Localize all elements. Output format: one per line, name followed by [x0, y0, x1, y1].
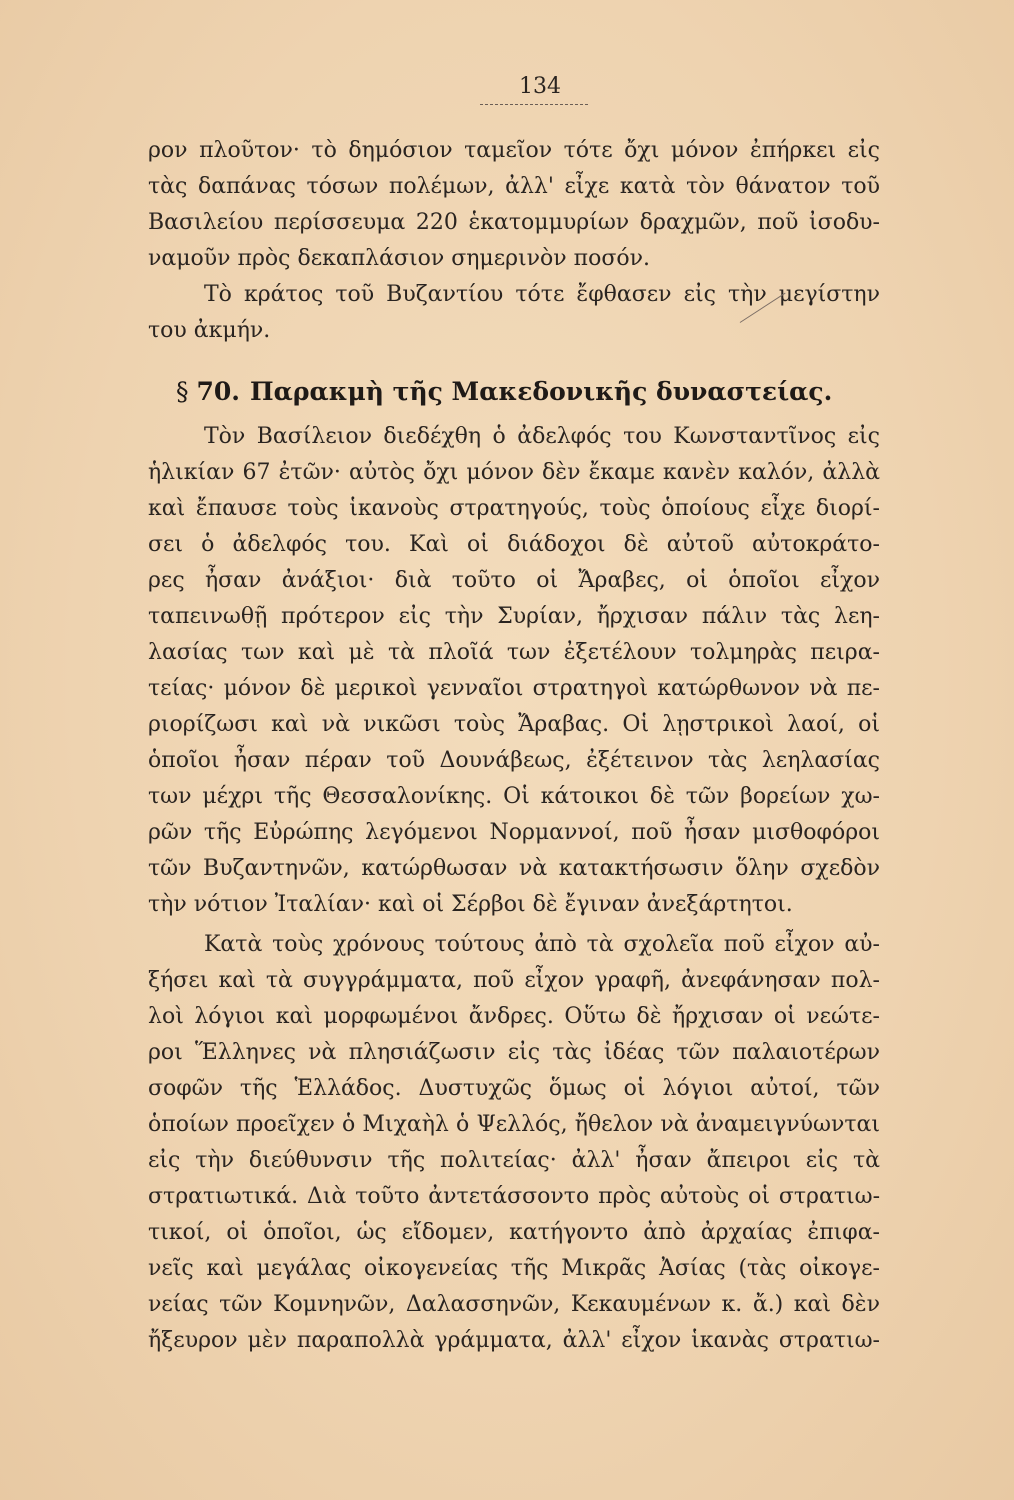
text-line: ρῶν τῆς Εὐρώπης λεγόμενοι Νορμαννοί, ποῦ ἦσαν μισθοφόροι — [148, 820, 880, 845]
text-line: ἡλικίαν 67 ἐτῶν· αὐτὸς ὄχι μόνον δὲν ἔκαμε κανὲν καλόν, ἀλλὰ — [148, 460, 880, 485]
text-line: καὶ ἔπαυσε τοὺς ἱκανοὺς στρατηγούς, τοὺς ὁποίους εἶχε διορί- — [148, 496, 880, 521]
text-line: σοφῶν τῆς Ἑλλάδος. Δυστυχῶς ὅμως οἱ λόγιοι αὐτοί, τῶν — [148, 1076, 880, 1101]
text-line: του ἀκμήν. — [148, 318, 271, 343]
section-heading — [176, 372, 880, 412]
text-line: ταπεινωθῇ πρότερον εἰς τὴν Συρίαν, ἤρχισαν πάλιν τὰς λεη- — [148, 604, 880, 629]
text-line: νείας τῶν Κομνηνῶν, Δαλασσηνῶν, Κεκαυμένων κ. ἄ.) καὶ δὲν — [148, 1292, 880, 1317]
text-line: Κατὰ τοὺς χρόνους τούτους ἀπὸ τὰ σχολεῖα ποῦ εἶχον αὐ- — [204, 932, 880, 957]
text-line: σει ὁ ἀδελφός του. Καὶ οἱ διάδοχοι δὲ αὐτοῦ αὐτοκράτο- — [148, 532, 880, 557]
text-line: τὰς δαπάνας τόσων πολέμων, ἀλλ' εἶχε κατὰ τὸν θάνατον τοῦ — [148, 174, 880, 199]
text-line: ροι Ἕλληνες νὰ πλησιάζωσιν εἰς τὰς ἰδέας τῶν παλαιοτέρων — [148, 1040, 880, 1065]
text-line: στρατιωτικά. Διὰ τοῦτο ἀντετάσσοντο πρὸς αὐτοὺς οἱ στρατιω- — [148, 1184, 880, 1209]
text-line: τικοί, οἱ ὁποῖοι, ὡς εἴδομεν, κατήγοντο ἀπὸ ἀρχαίας ἐπιφα- — [148, 1220, 880, 1245]
text-line: ὁποῖοι ἦσαν πέραν τοῦ Δουνάβεως, ἐξέτεινον τὰς λεηλασίας — [148, 748, 880, 773]
section-title: Παρακμὴ τῆς Μακεδονικῆς δυναστείας. — [250, 377, 833, 406]
text-line: τείας· μόνον δὲ μερικοὶ γενναῖοι στρατηγοὶ κατώρθωνον νὰ πε- — [148, 676, 880, 701]
text-line: ναμοῦν πρὸς δεκαπλάσιον σημερινὸν ποσόν. — [148, 246, 651, 271]
text-line: ξήσει καὶ τὰ συγγράμματα, ποῦ εἶχον γραφῆ, ἀνεφάνησαν πολ- — [148, 968, 880, 993]
text-line: ρον πλοῦτον· τὸ δημόσιον ταμεῖον τότε ὄχι μόνον ἐπήρκει εἰς — [148, 138, 880, 163]
text-line: Τὸν Βασίλειον διεδέχθη ὁ ἀδελφός του Κωνσταντῖνος εἰς — [204, 424, 880, 449]
text-line: εἰς τὴν διεύθυνσιν τῆς πολιτείας· ἀλλ' ἦσαν ἄπειροι εἰς τὰ — [148, 1148, 880, 1173]
text-line: ρες ἦσαν ἀνάξιοι· διὰ τοῦτο οἱ Ἄραβες, οἱ ὁποῖοι εἶχον — [148, 568, 880, 593]
page-number: 134 — [519, 74, 561, 99]
text-line: ἤξευρον μὲν παραπολλὰ γράμματα, ἀλλ' εἶχον ἱκανὰς στρατιω- — [148, 1328, 880, 1353]
text-line: τὴν νότιον Ἰταλίαν· καὶ οἱ Σέρβοι δὲ ἔγιναν ἀνεξάρτητοι. — [148, 892, 793, 917]
text-line: τῶν Βυζαντηνῶν, κατώρθωσαν νὰ κατακτήσωσιν ὅλην σχεδὸν — [148, 856, 880, 881]
text-line: των μέχρι τῆς Θεσσαλονίκης. Οἱ κάτοικοι δὲ τῶν βορείων χω- — [148, 784, 880, 809]
text-line: Τὸ κράτος τοῦ Βυζαντίου τότε ἔφθασεν εἰς τὴν μεγίστην — [204, 282, 880, 307]
text-line: λασίας των καὶ μὲ τὰ πλοῖά των ἐξετέλουν τολμηρὰς πειρα- — [148, 640, 880, 665]
section-symbol: § — [176, 377, 189, 406]
text-line: Βασιλείου περίσσευμα 220 ἑκατομμυρίων δραχμῶν, ποῦ ἰσοδυ- — [148, 210, 880, 235]
text-line: ριορίζωσι καὶ νὰ νικῶσι τοὺς Ἄραβας. Οἱ λῃστρικοὶ λαοί, οἱ — [148, 712, 880, 737]
text-line: ὁποίων προεῖχεν ὁ Μιχαὴλ ὁ Ψελλός, ἤθελον νὰ ἀναμειγνύωνται — [148, 1112, 880, 1137]
page-number-rule — [480, 104, 588, 105]
text-line: νεῖς καὶ μεγάλας οἰκογενείας τῆς Μικρᾶς Ἀσίας (τὰς οἰκογε- — [148, 1256, 880, 1281]
section-number: 70. — [196, 377, 240, 406]
text-line: λοὶ λόγιοι καὶ μορφωμένοι ἄνδρες. Οὕτω δὲ ἤρχισαν οἱ νεώτε- — [148, 1004, 880, 1029]
